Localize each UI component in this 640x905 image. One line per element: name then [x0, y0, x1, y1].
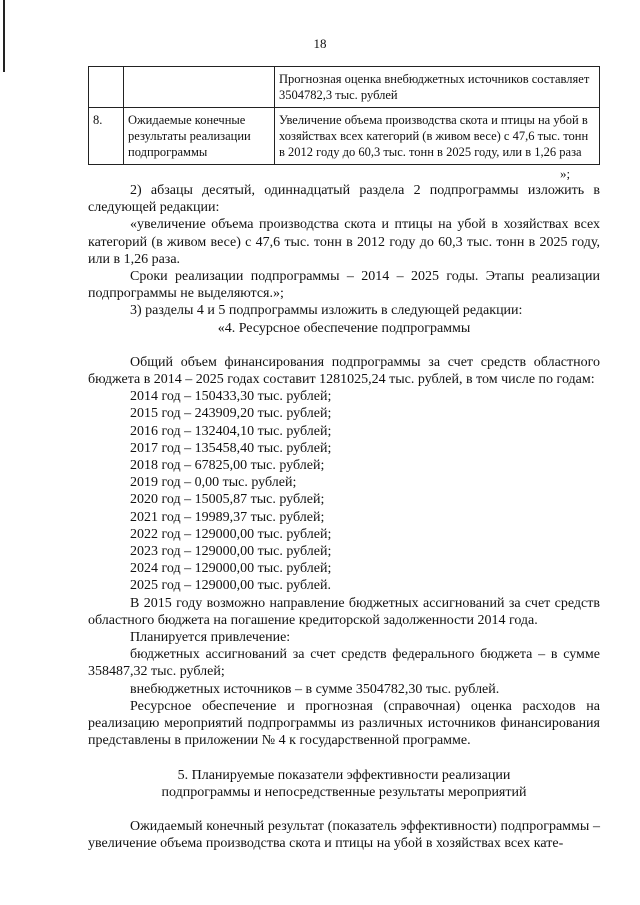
row-number: 8.	[89, 108, 124, 165]
extrabudgetary-sources: внебюджетных источников – в сумме 3504782,30 тыс. рублей.	[130, 681, 500, 697]
row-number	[89, 67, 124, 108]
list-item: 2016 год – 132404,10 тыс. рублей;	[130, 423, 332, 439]
list-item: 2025 год – 129000,00 тыс. рублей.	[130, 578, 331, 594]
final-paragraph: Ожидаемый конечный результат (показатель эффективности) подпрограммы – увеличение объема производства скота и птицы на убой в хозяйствах всех кате-	[88, 818, 600, 852]
resource-paragraph: Ресурсное обеспечение и прогнозная (справочная) оценка расходов на реализацию мероприятий подпрограммы из различных источников финансирования представлены в приложении № 4 к государственной программе.	[88, 698, 600, 749]
quoted-text-2: Сроки реализации подпрограммы – 2014 – 2025 годы. Этапы реализации подпрограммы не выделяются.»;	[88, 269, 600, 302]
para-2015: В 2015 году возможно направление бюджетных ассигнований за счет средств областного бюджета на погашение кредиторской задолженности 2014 года.	[88, 595, 600, 628]
list-item: 2018 год – 67825,00 тыс. рублей;	[130, 458, 325, 474]
amendment-2: 2) абзацы десятый, одиннадцатый раздела 2 подпрограммы изложить в следующей редакции:	[88, 183, 600, 216]
passport-table	[88, 66, 600, 165]
list-item: 2021 год – 19989,37 тыс. рублей;	[130, 509, 325, 525]
section-5-title-line-2: подпрограммы и непосредственные результаты мероприятий	[161, 784, 527, 800]
list-item: 2020 год – 15005,87 тыс. рублей;	[130, 492, 325, 508]
quoted-text-1: «увеличение объема производства скота и птицы на убой в хозяйствах всех категорий (в живом весе) с 47,6 тыс. тонн в 2012 году до 60,3 тыс. тонн в 2025 году, или в 1,26 раза.	[88, 217, 600, 267]
list-item: 2024 год – 129000,00 тыс. рублей;	[130, 561, 332, 577]
list-item: 2017 год – 135458,40 тыс. рублей;	[130, 440, 332, 456]
row-text: Прогнозная оценка внебюджетных источников составляет 3504782,3 тыс. рублей	[275, 67, 600, 108]
table-row	[89, 108, 600, 165]
funding-intro: Общий объем финансирования подпрограммы за счет средств областного бюджета в 2014 – 2025 годах составит 1281025,24 тыс. рублей, в том числе по годам:	[88, 354, 600, 388]
row-label	[124, 67, 275, 108]
federal-budget: бюджетных ассигнований за счет средств федерального бюджета – в сумме 358487,32 тыс. рублей;	[88, 647, 600, 680]
amendment-3: 3) разделы 4 и 5 подпрограммы изложить в следующей редакции:	[130, 303, 523, 319]
section-4-title: «4. Ресурсное обеспечение подпрограммы	[217, 320, 471, 336]
row-text: Увеличение объема производства скота и птицы на убой в хозяйствах всех категорий (в живом весе) с 47,6 тыс. тонн в 2012 году до 60,3 тыс. тонн в 2025 году, или в 1,26 раза	[275, 108, 600, 165]
list-item: 2019 год – 0,00 тыс. рублей;	[130, 475, 297, 491]
list-item: 2022 год – 129000,00 тыс. рублей;	[130, 526, 332, 542]
table-row	[89, 67, 600, 108]
document-body	[88, 182, 600, 852]
list-item: 2023 год – 129000,00 тыс. рублей;	[130, 544, 332, 560]
funding-by-year-list	[88, 388, 600, 594]
page-number: 18	[313, 36, 327, 51]
row-label: Ожидаемые конечные результаты реализации подпрограммы	[124, 108, 275, 165]
table-closing-quote: »;	[560, 166, 571, 181]
planned-heading: Планируется привлечение:	[130, 630, 291, 646]
section-5-title-line-1: 5. Планируемые показатели эффективности реализации	[177, 767, 511, 783]
list-item: 2015 год – 243909,20 тыс. рублей;	[130, 406, 332, 422]
list-item: 2014 год – 150433,30 тыс. рублей;	[130, 389, 332, 405]
